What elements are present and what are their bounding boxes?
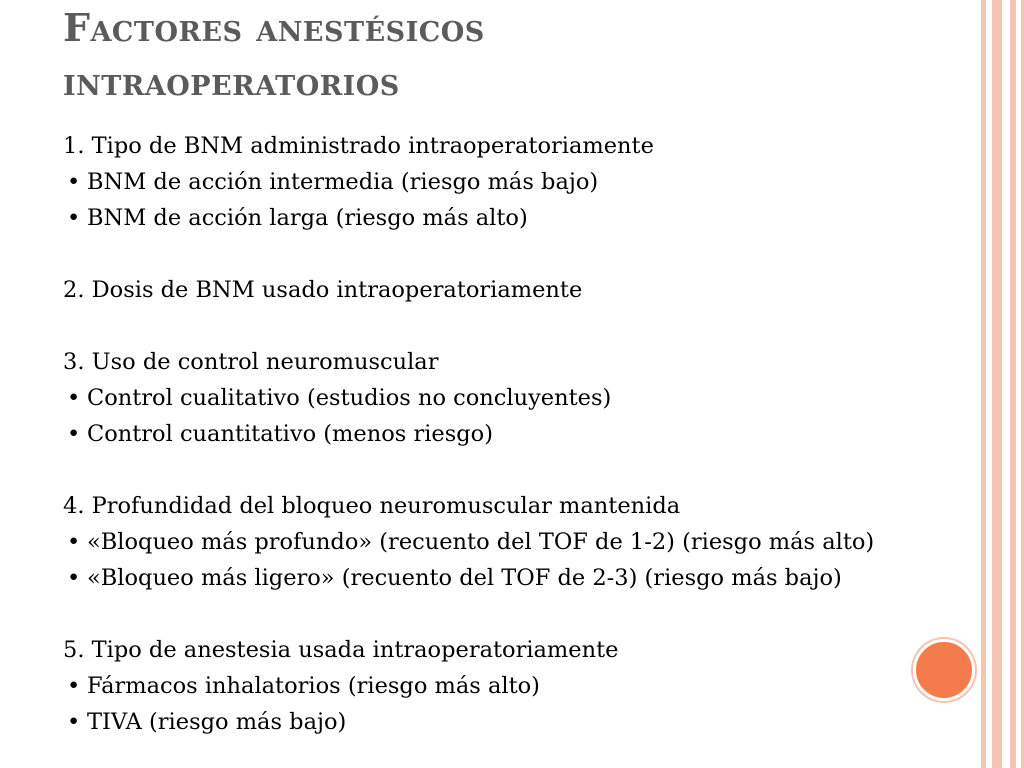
bullet-item: • TIVA (riesgo más bajo): [63, 704, 923, 740]
section-heading: 5. Tipo de anestesia usada intraoperatoriamente: [63, 637, 619, 663]
title-line-2: intraoperatorios: [63, 59, 400, 104]
border-stripe: [992, 0, 1002, 768]
section-heading: 3. Uso de control neuromuscular: [63, 349, 439, 375]
bullet-item: • «Bloqueo más ligero» (recuento del TOF de 2-3) (riesgo más bajo): [63, 560, 923, 596]
bullet-item: • Fármacos inhalatorios (riesgo más alto): [63, 668, 923, 704]
border-stripe: [1010, 0, 1016, 768]
bullet-item: • Control cualitativo (estudios no concluyentes): [63, 380, 923, 416]
bullet-item: • Control cuantitativo (menos riesgo): [63, 416, 923, 452]
spacer: [63, 308, 923, 344]
spacer: [63, 452, 923, 488]
bullet-item: • BNM de acción intermedia (riesgo más bajo): [63, 164, 923, 200]
right-border-decoration: [976, 0, 1024, 768]
section-heading: 2. Dosis de BNM usado intraoperatoriamente: [63, 277, 583, 303]
slide-title: [63, 4, 883, 106]
title-line-1: Factores anestésicos: [63, 5, 485, 50]
spacer: [63, 596, 923, 632]
section-heading: 4. Profundidad del bloqueo neuromuscular mantenida: [63, 493, 681, 519]
border-stripe: [981, 0, 986, 768]
section-heading: 1. Tipo de BNM administrado intraoperatoriamente: [63, 133, 654, 159]
bullet-item: • BNM de acción larga (riesgo más alto): [63, 200, 923, 236]
spacer: [63, 236, 923, 272]
bullet-item: • «Bloqueo más profundo» (recuento del TOF de 1-2) (riesgo más alto): [63, 524, 917, 560]
slide-content: [63, 128, 923, 740]
